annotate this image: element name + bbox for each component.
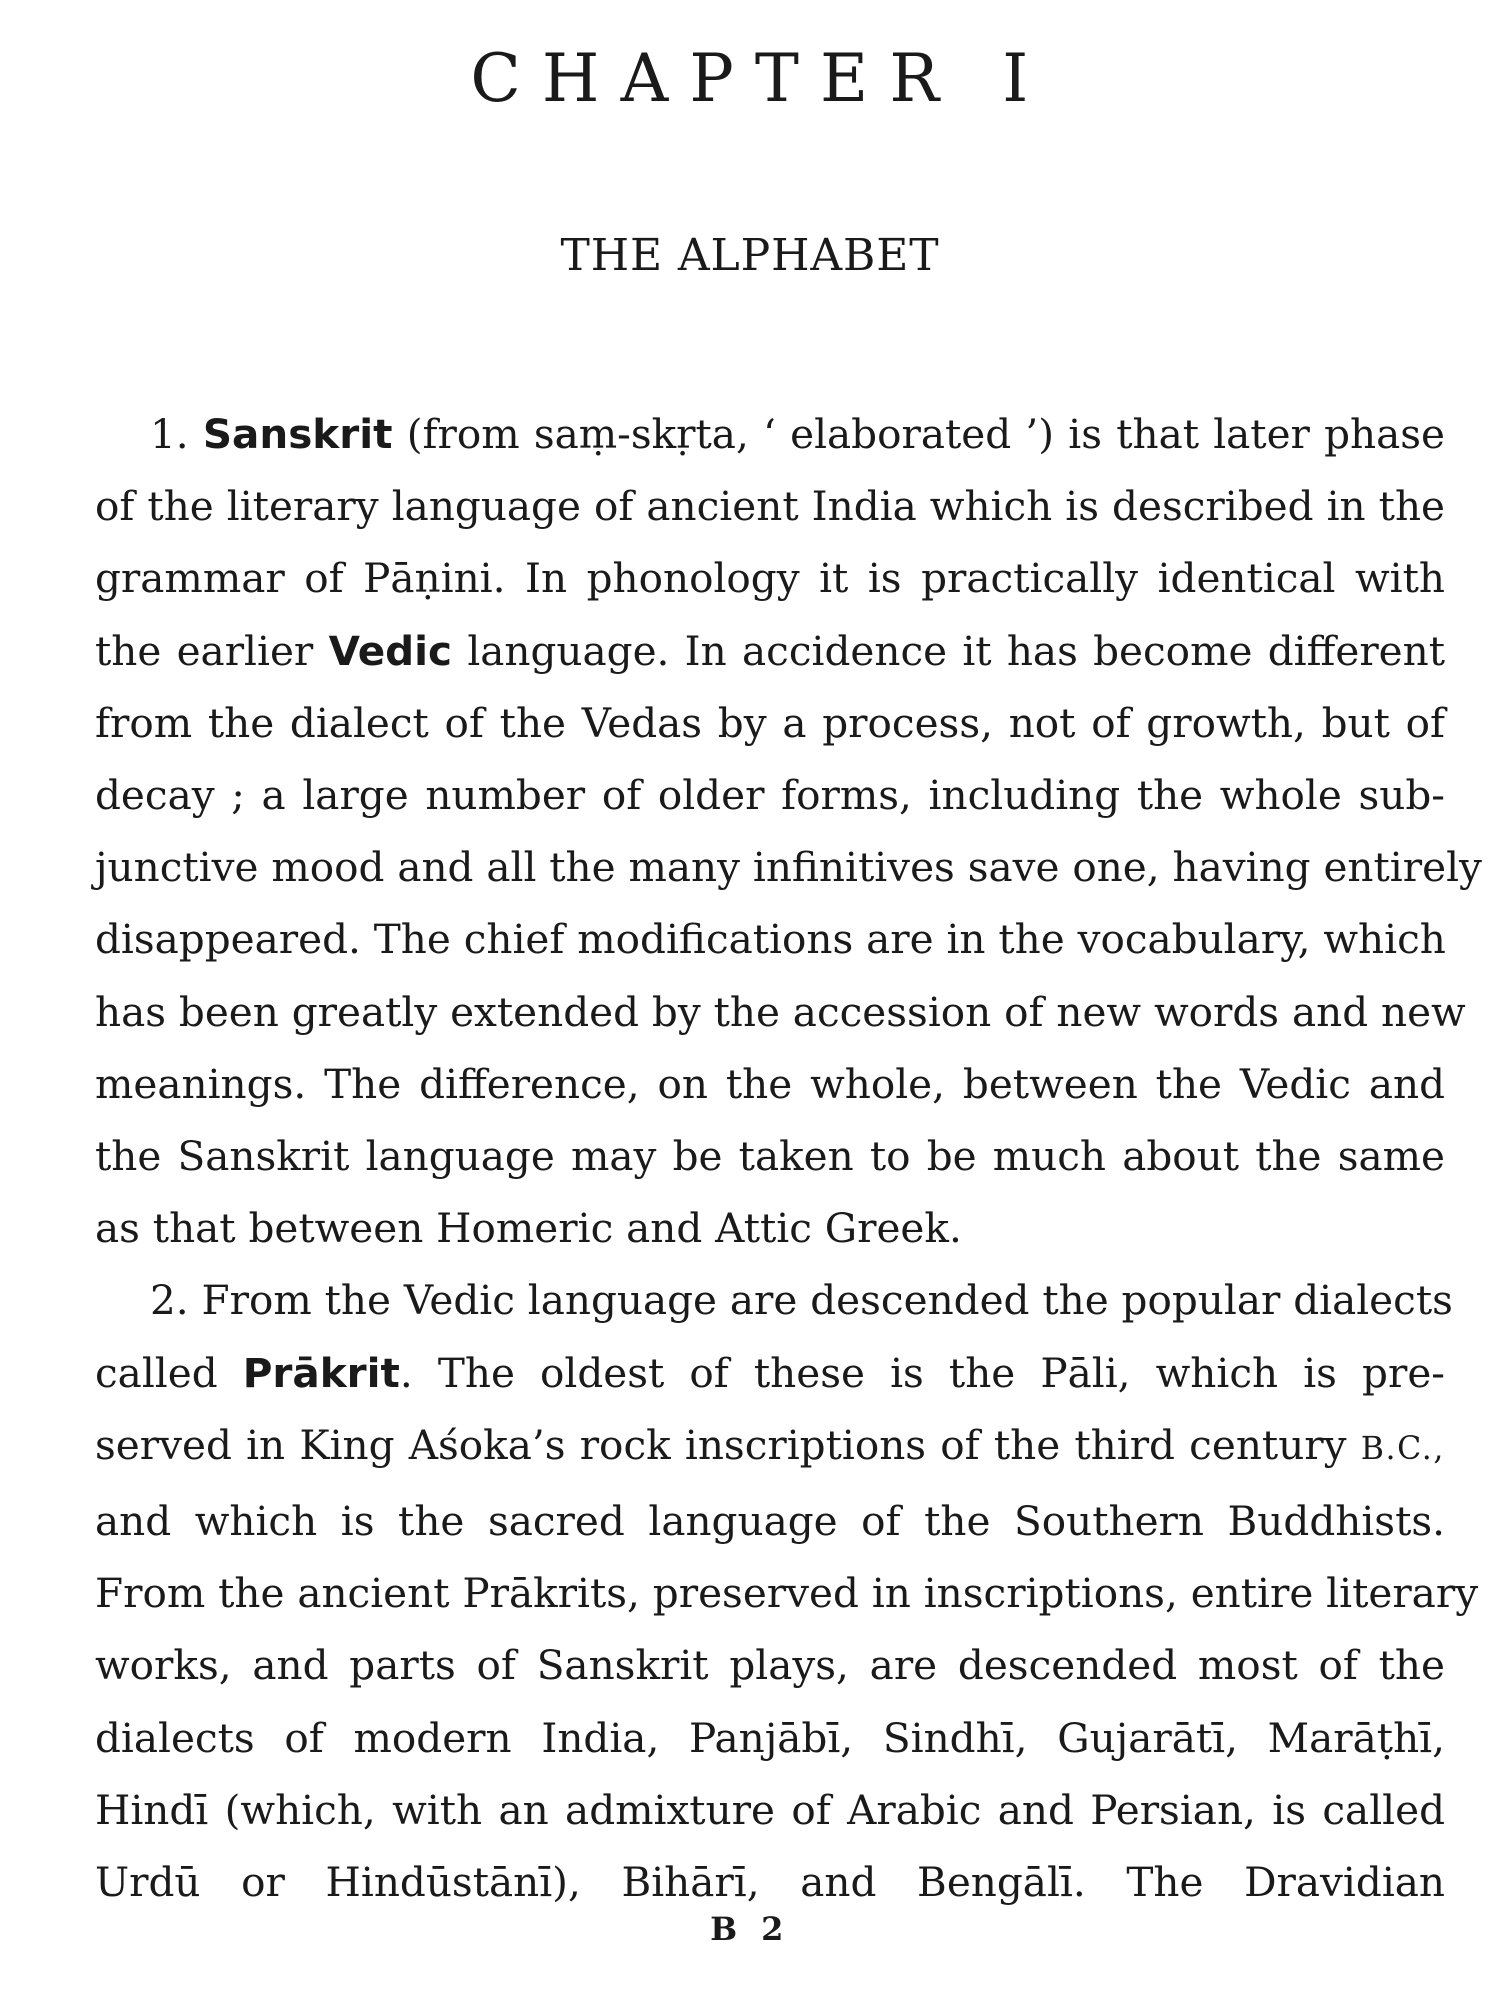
era-abbreviation: B.C., [1360, 1430, 1445, 1467]
text-line [95, 1337, 1445, 1409]
text-line [95, 1264, 1453, 1336]
text-line: From the ancient Prākrits, preserved in inscriptions, entire literary [95, 1569, 1479, 1618]
term-prakrit: Prākrit [242, 1348, 400, 1397]
text-line: Urdū or Hindūstānī), Bihārī, and Bengālī. The Dravidian [95, 1858, 1445, 1907]
signature-mark: B 2 [710, 1910, 790, 1948]
text-line: disappeared. The chief modifications are in the vocabulary, which [95, 915, 1446, 964]
body-text [95, 398, 1482, 1918]
text-line: the Sanskrit language may be taken to be much about the same [95, 1132, 1445, 1181]
term-vedic: Vedic [328, 626, 453, 675]
text-line [95, 398, 1445, 470]
line-text: (from saṃ-skṛta, ‘ elaborated ’) is that later phase [406, 410, 1446, 458]
section-title: THE ALPHABET [560, 230, 940, 281]
paragraph-1 [95, 398, 1482, 1264]
text-line: decay ; a large number of older forms, including the whole sub- [95, 771, 1445, 820]
chapter-title: CHAPTER I [470, 40, 1050, 117]
term-sanskrit: Sanskrit [202, 410, 393, 458]
line-text: language. In accidence it has become different [467, 626, 1446, 675]
text-line: junctive mood and all the many infinitives save one, having entirely [95, 843, 1482, 892]
line-text: From the Vedic language are descended the popular dialects [201, 1276, 1453, 1325]
paragraph-2 [95, 1264, 1479, 1918]
text-line: Hindī (which, with an admixture of Arabic and Persian, is called [95, 1785, 1445, 1834]
paragraph-number: 1. [150, 410, 189, 458]
text-line: and which is the sacred language of the Southern Buddhists. [95, 1497, 1445, 1546]
text-line: as that between Homeric and Attic Greek. [95, 1204, 962, 1253]
line-text: called [95, 1348, 218, 1397]
text-line: of the literary language of ancient India which is described in the [95, 482, 1445, 531]
text-line: meanings. The difference, on the whole, between the Vedic and [95, 1059, 1445, 1108]
text-line [95, 1409, 1445, 1485]
text-line: from the dialect of the Vedas by a process, not of growth, but of [95, 698, 1445, 747]
line-text: . The oldest of these is the Pāli, which is pre- [399, 1348, 1445, 1397]
line-text: the earlier [95, 626, 314, 675]
text-line [95, 615, 1445, 687]
line-text: served in King Aśoka’s rock inscriptions of the third century [95, 1420, 1347, 1469]
text-line: dialects of modern India, Panjābī, Sindhī, Gujarātī, Marāṭhī, [95, 1713, 1445, 1762]
paragraph-number: 2. [150, 1276, 189, 1325]
text-line: works, and parts of Sanskrit plays, are descended most of the [95, 1641, 1445, 1690]
text-line: has been greatly extended by the accession of new words and new [95, 987, 1466, 1036]
text-line: grammar of Pāṇini. In phonology it is practically identical with [95, 554, 1445, 603]
